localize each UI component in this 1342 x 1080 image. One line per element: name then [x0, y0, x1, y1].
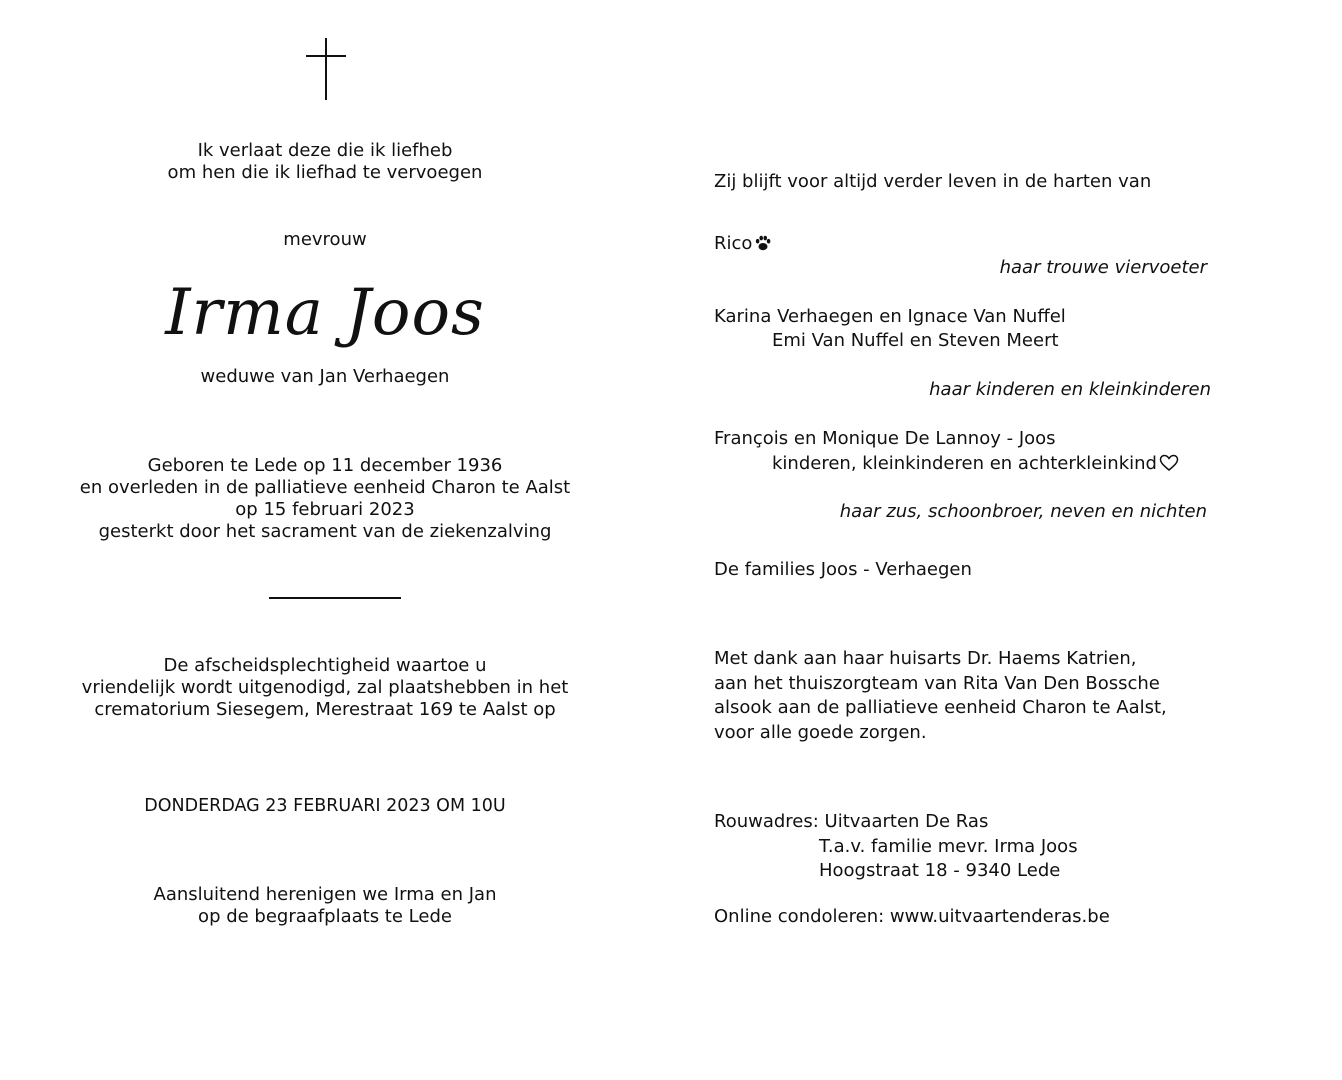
thanks-line-3: alsook aan de palliatieve eenheid Charon te Aalst,	[714, 697, 1167, 718]
birth-line-1: Geboren te Lede op 11 december 1936	[147, 455, 503, 476]
birth-line-3: op 15 februari 2023	[235, 499, 415, 520]
birth-line-2: en overleden in de palliatieve eenheid Charon te Aalst	[79, 477, 571, 498]
quote-line-2: om hen die ik liefhad te vervoegen	[167, 162, 483, 183]
sibling-line-2	[772, 453, 1179, 478]
sibling-caption: haar zus, schoonbroer, neven en nichten	[839, 501, 1207, 522]
thanks-line-4: voor alle goede zorgen.	[714, 722, 927, 743]
after-line-1: Aansluitend herenigen we Irma en Jan	[153, 884, 497, 905]
sibling-line-1: François en Monique De Lannoy - Joos	[714, 428, 1056, 449]
children-caption: haar kinderen en kleinkinderen	[929, 379, 1211, 400]
deceased-name: Irma Joos	[165, 276, 485, 350]
heart-outline-icon	[1159, 454, 1179, 478]
pet-name: Rico	[714, 233, 753, 254]
children-line-1: Karina Verhaegen en Ignace Van Nuffel	[714, 306, 1066, 327]
quote-line-1: Ik verlaat deze die ik liefheb	[197, 140, 453, 161]
intro-text: Zij blijft voor altijd verder leven in de harten van	[714, 171, 1152, 192]
address-line-3: Hoogstraat 18 - 9340 Lede	[819, 860, 1061, 881]
online-condolence: Online condoleren: www.uitvaartenderas.be	[714, 906, 1110, 927]
thanks-line-2: aan het thuiszorgteam van Rita Van Den Bossche	[714, 673, 1160, 694]
honorific: mevrouw	[283, 229, 367, 250]
ceremony-line-1: De afscheidsplechtigheid waartoe u	[163, 655, 487, 676]
pet-caption: haar trouwe viervoeter	[999, 257, 1207, 278]
ceremony-line-3: crematorium Siesegem, Merestraat 169 te Aalst op	[94, 699, 556, 720]
address-line-2: T.a.v. familie mevr. Irma Joos	[819, 836, 1078, 857]
children-line-2: Emi Van Nuffel en Steven Meert	[772, 330, 1059, 351]
ceremony-line-2: vriendelijk wordt uitgenodigd, zal plaatshebben in het	[81, 677, 569, 698]
paw-icon	[754, 234, 772, 258]
ceremony-date: DONDERDAG 23 FEBRUARI 2023 OM 10U	[144, 796, 506, 816]
address-line-1: Rouwadres: Uitvaarten De Ras	[714, 811, 989, 832]
widow-of: weduwe van Jan Verhaegen	[200, 366, 450, 387]
birth-line-4: gesterkt door het sacrament van de ziekenzalving	[98, 521, 552, 542]
after-line-2: op de begraafplaats te Lede	[198, 906, 452, 927]
divider-line	[269, 597, 401, 599]
pet-line	[714, 233, 772, 258]
thanks-line-1: Met dank aan haar huisarts Dr. Haems Katrien,	[714, 648, 1137, 669]
sibling-line-2-text: kinderen, kleinkinderen en achterkleinkind	[772, 453, 1157, 474]
families-text: De families Joos - Verhaegen	[714, 559, 972, 580]
